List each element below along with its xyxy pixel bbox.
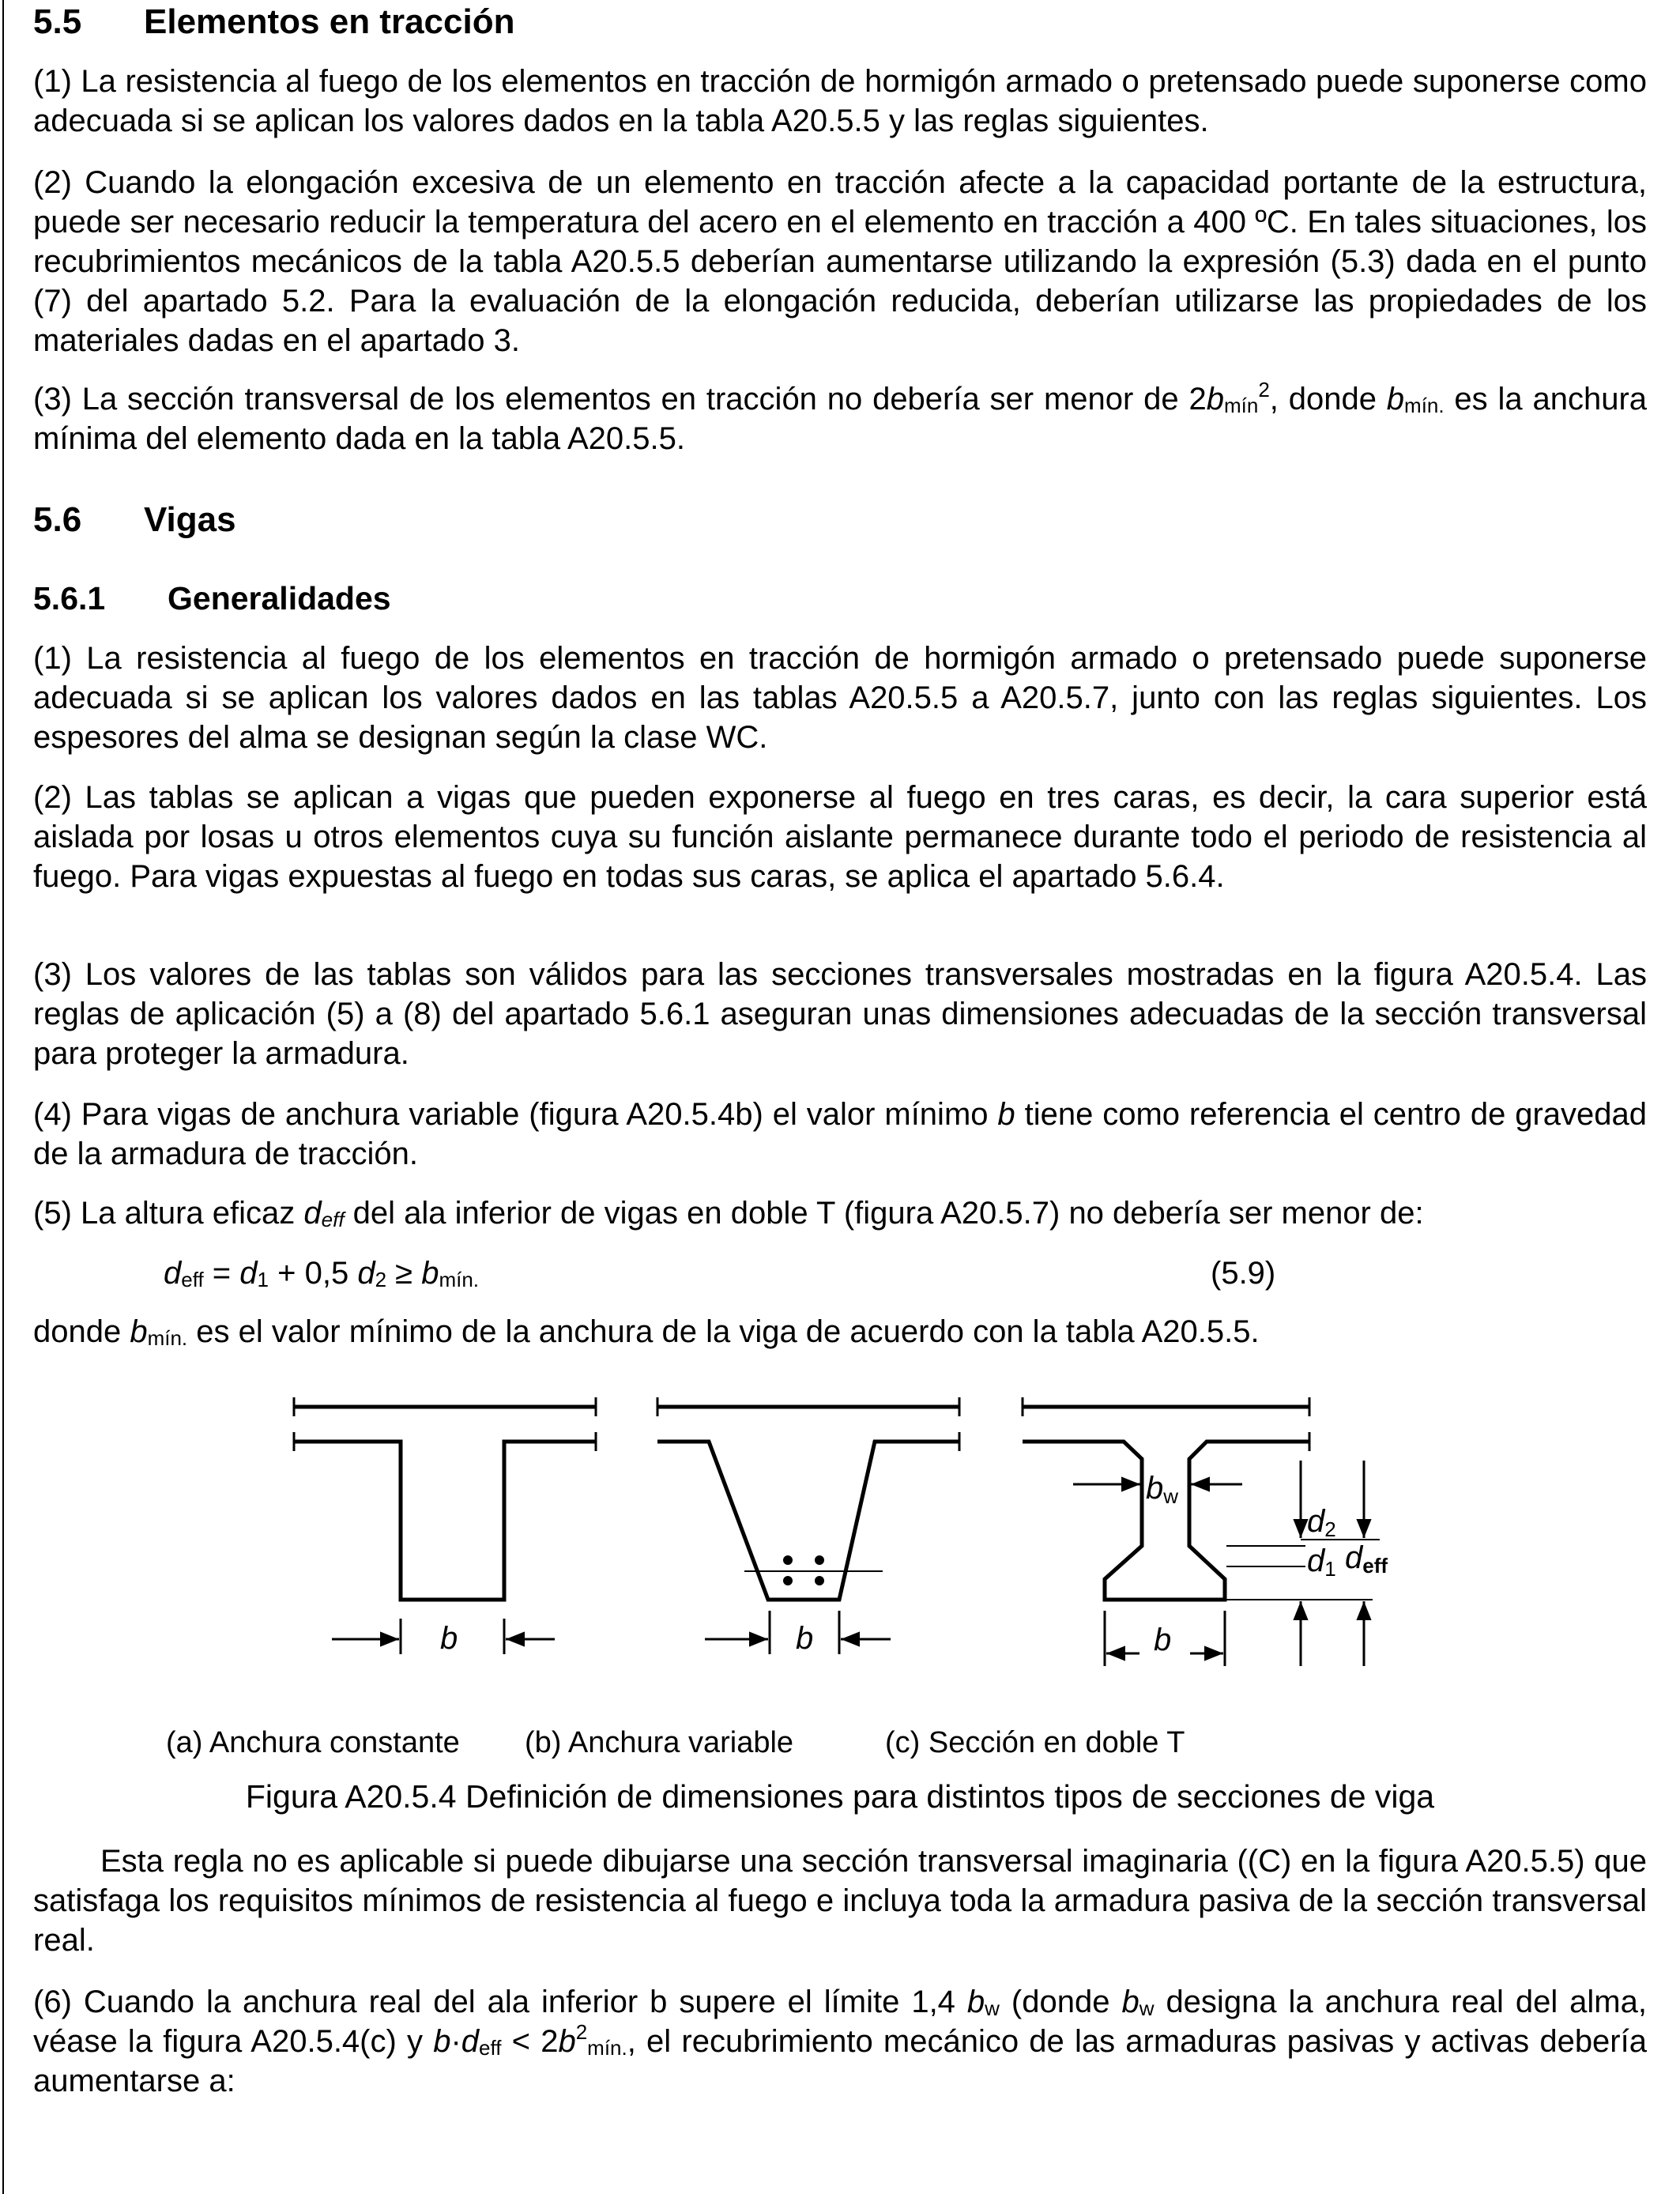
figure-caption: Figura A20.5.4 Definición de dimensiones para distintos tipos de secciones de viga: [245, 1778, 1435, 1815]
paragraph-5-5-3: (3) La sección transversal de los elementos en tracción no debería ser menor de $2b_{mín}^2$, donde $b_{mín.}$ es la anchura mínima del elemento dada en la tabla A20.5.5.: [33, 378, 1648, 456]
figure-subcaptions: [33, 1723, 1647, 1762]
label-d1: d1: [1307, 1544, 1336, 1581]
label-bw: bw: [1146, 1471, 1179, 1508]
paragraph-rule-exception: Esta regla no es aplicable si puede dibujarse una sección transversal imaginaria ((C) en la figura A20.5.5) que satisfaga los requisitos mínimos de resistencia al fuego e incluya toda la armadura pasiva de la sección transversal real.: [33, 1844, 1647, 1958]
section-heading-5-6-1: [33, 579, 391, 618]
paragraph-5-6-1-5: (5) La altura eficaz $d_{eff}$ del ala inferior de vigas en doble T (figura A20.5.7) no debería ser menor de:: [33, 1196, 1424, 1231]
subcaption-b: (b) Anchura variable: [525, 1726, 794, 1759]
label-deff: deff: [1345, 1540, 1388, 1578]
equation-5-9: [33, 1250, 1647, 1298]
equation-number: (5.9): [1211, 1256, 1276, 1291]
section-number: 5.6.1: [33, 580, 106, 616]
section-title: Generalidades: [168, 580, 391, 616]
paragraph-5-5-1: (1) La resistencia al fuego de los elementos en tracción de hormigón armado o pretensado puede suponerse como adecuada si se aplican los valores dados en la tabla A20.5.5 y las reglas siguientes.: [33, 64, 1647, 138]
section-title: Vigas: [144, 500, 236, 539]
section-number: 5.5: [33, 2, 82, 41]
label-b-c: b: [1154, 1623, 1172, 1657]
section-heading-5-5: [33, 2, 514, 43]
paragraph-5-5-2: (2) Cuando la elongación excesiva de un elemento en tracción afecte a la capacidad portante de la estructura, puede ser necesario reducir la temperatura del acero en el elemento en tracción a 400 ºC. En tales situaciones, los recubrimientos mecánicos de la tabla A20.5.5 deberían aumentarse utilizando la expresión (5.3) dada en el punto (7) del apartado 5.2. Para la evaluación de la elongación reducida, deberían utilizarse las propiedades de los materiales dadas en el apartado 3.: [33, 165, 1647, 358]
paragraph-5-6-1-3: (3) Los valores de las tablas son válidos para las secciones transversales mostradas en la figura A20.5.4. Las reglas de aplicación (5) a (8) del apartado 5.6.1 aseguran unas dimensiones adecuadas de la sección transversal para proteger la armadura.: [33, 957, 1647, 1071]
section-b-tapered-beam: [657, 1397, 959, 1654]
beam-sections-figure: [33, 1374, 1503, 1682]
label-b-b: b: [796, 1621, 814, 1656]
paragraph-5-6-1-1: (1) La resistencia al fuego de los elementos en tracción de hormigón armado o pretensado puede suponerse adecuada si se aplican los valores dados en las tablas A20.5.5 a A20.5.7, junto con las reglas siguientes. Los espesores del alma se designan según la clase WC.: [33, 641, 1647, 755]
paragraph-5-6-1-4: (4) Para vigas de anchura variable (figura A20.5.4b) el valor mínimo b tiene como referencia el centro de gravedad de la armadura de tracción.: [33, 1097, 1648, 1171]
equation-expression: $d_{eff} = d_1 + 0,5$ $d_2 \ge b_{mín.}$: [164, 1256, 480, 1291]
section-a-t-beam: [294, 1397, 596, 1654]
paragraph-5-6-1-2: (2) Las tablas se aplican a vigas que pueden exponerse al fuego en tres caras, es decir, la cara superior está aislada por losas u otros elementos cuya su función aislante permanece durante todo el periodo de resistencia al fuego. Para vigas expuestas al fuego en todas sus caras, se aplica el apartado 5.6.4.: [33, 780, 1647, 894]
section-heading-5-6: [33, 499, 236, 541]
section-number: 5.6: [33, 500, 82, 539]
left-margin-rule: [2, 0, 4, 2194]
label-d2: d2: [1307, 1504, 1336, 1541]
subcaption-a: (a) Anchura constante: [166, 1726, 460, 1759]
paragraph-after-equation: donde $b_{mín.}$ es el valor mínimo de la anchura de la viga de acuerdo con la tabla A20.5.5.: [33, 1314, 1260, 1350]
label-b-a: b: [440, 1621, 458, 1656]
subcaption-c: (c) Sección en doble T: [885, 1726, 1185, 1759]
paragraph-5-6-1-6: (6) Cuando la anchura real del ala inferior b supere el límite 1,4 $b_w$ (donde $b_w$ designa la anchura real del alma, véase la figura A20.5.4(c) y $b\cdot d_{eff} < 2b^2_{mín.}$, el recubrimiento mecánico de las armaduras pasivas y activas debería aumentarse a:: [33, 1985, 1647, 2098]
section-title: Elementos en tracción: [144, 2, 515, 41]
